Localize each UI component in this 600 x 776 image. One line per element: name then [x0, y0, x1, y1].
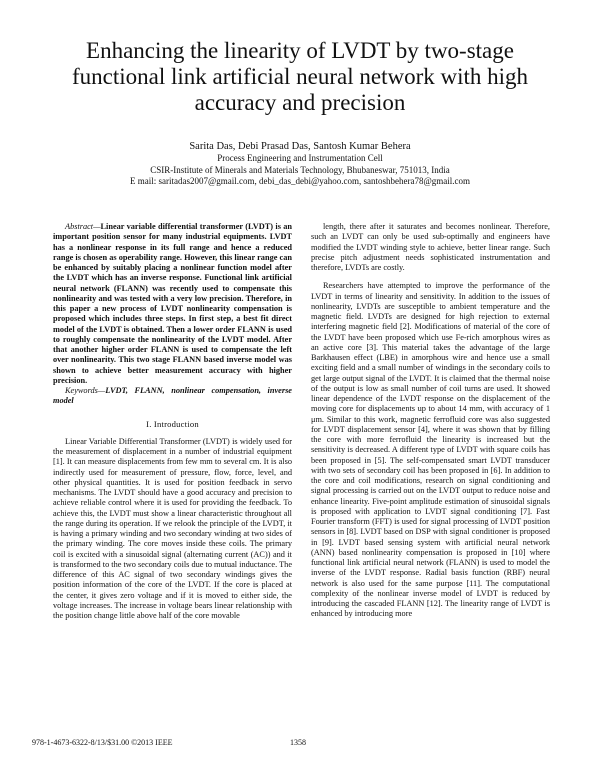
keywords-text: LVDT, FLANN, nonlinear compensation, inverse model	[53, 386, 292, 406]
affiliation-email: E mail: saritadas2007@gmail.com, debi_das_debi@yahoo.com, santoshbehera78@gmail.com	[129, 176, 471, 186]
page-number: 1358	[290, 738, 306, 747]
affiliation-block	[50, 153, 550, 188]
footer-isbn: 978-1-4673-6322-8/13/$31.00 ©2013 IEEE	[32, 738, 173, 747]
abstract-text: Linear variable differential transformer (LVDT) is an important position sensor for many industrial equipments. LVDT has a nonlinear response in its full range and hence a reduced range is chosen as operability range. However, this linear range can be enhanced by suitably placing a nonlinear function model after the LVDT which has an inverse response. Functional link artificial neural network (FLANN) was recently used to compensate this nonlinearity and was tested with a very low precision. Therefore, in this paper a new process of LVDT nonlinearity compensation is proposed which includes three steps. In first step, a best fit direct model of the LVDT is obtained. Then a lower order FLANN is used to roughly compensate the nonlinearity of the LVDT model. After that another higher order FLANN is used to compensate the left over nonlinearity. This two stage FLANN based inverse model was shown to achieve better measurement accuracy with higher precision.	[53, 222, 292, 385]
author-list: Sarita Das, Debi Prasad Das, Santosh Kumar Behera	[189, 141, 411, 152]
abstract	[53, 222, 292, 386]
section-heading-introduction: I. Introduction	[146, 418, 199, 429]
intro-paragraph-continued: length, there after it saturates and becomes nonlinear. Therefore, such an LVDT can only be used sub-optimally and engineers have modified the LVDT winding style to achieve, better linear range. Such precise pitch adjustment needs sophisticated instrumentation and therefore, LVDTs are costly.	[311, 222, 550, 272]
paper-title: Enhancing the linearity of LVDT by two-stage functional link artificial neural network with high accuracy and precision	[71, 38, 529, 115]
affiliation-dept: Process Engineering and Instrumentation Cell	[217, 153, 383, 163]
right-column	[311, 222, 550, 620]
keywords-label: Keywords—	[65, 386, 106, 395]
left-column	[53, 222, 292, 621]
abstract-label: Abstract—	[65, 222, 101, 231]
affiliation-institute: CSIR-Institute of Minerals and Materials Technology, Bhubaneswar, 751013, India	[150, 164, 450, 175]
intro-paragraph: Linear Variable Differential Transformer (LVDT) is widely used for the measurement of displacement in a number of industrial equipment [1]. It can measure displacements from few mm to several cm. It is also indirectly used for measurement of pressure, flow, force, level, and other physical quantities. It is used for position feedback in servo mechanisms. The LVDT should have a good accuracy and precision to achieve reliable control where it is used for providing the feedback. To achieve this, the LVDT must show a linear characteristic throughout all the range during its operation. If we relook the principle of the LVDT, it is having a primary winding and two secondary winding at two sides of the primary winding. The core moves inside these coils. The primary coil is excited with a sinusoidal signal (alternating current (AC)) and it is transformed to the two secondary coils due to mutual inductance. The difference of this AC signal of two secondary windings gives the position information of the core of the LVDT. If the core is placed at the center, it gives zero voltage and if it is moved to either side, the voltage increases. The increase in voltage bears linear relationship with the position change little above half of the core movable	[53, 436, 293, 620]
related-work-paragraph: Researchers have attempted to improve the performance of the LVDT in terms of linearity and sensitivity. In addition to the issues of nonlinearity, LVDTs are susceptible to ambient temperature and the magnetic field. LVDTs are designed for high rejection to external interfering magnetic field [2]. Modifications of material of the core of the LVDT have been proposed which use Fe-rich amorphous wires as an active core [3]. This material takes the advantage of the large Barkhausen effect (LBE) in amorphous wire and hence use a small exciting field and a small number of windings in the secondary coils to get large output signal of the LVDT. It is claimed that the thermal noise of the output is low as small number of coil turns are used. It showed linear dependence of the LVDT response on the displacement of the moving core for displacements up to about 14 mm, with accuracy of 1 μm. Similar to this work, magnetic ferrofluid core was also suggested for LVDT displacement sensor [4], where it was shown that by filling the core with more ferrofluid the linearity is increased but the sensitivity is decreased. A different type of LVDT with square coils has been proposed in [5]. The self-compensated smart LVDT transducer with two sets of secondary coil has been proposed in [6]. In addition to the core and coil modifications, research on signal conditioning and signal processing is carried out on the LVDT output to reduce noise and enhance linearity. Five-point amplitude estimation of sinusoidal signals is proposed with application to LVDT signal conditioning [7]. Fast Fourier transform (FFT) is used for signal processing of LVDT position sensors in [8]. LVDT based on DSP with signal conditioner is proposed in [9]. LVDT based sensing system with artificial neural network (ANN) based nonlinearity compensation is proposed in [10] where functional link artificial neural network (FLANN) is used to model the inverse of the LVDT response. Radial basis function (RBF) neural network is also used for the same purpose [11]. The computational complexity of the nonlinear inverse model of LVDT is reduced by introducing the cascaded FLANN [12]. The linearity range of LVDT is enhanced by introducing more	[311, 281, 550, 619]
keywords	[53, 386, 292, 407]
